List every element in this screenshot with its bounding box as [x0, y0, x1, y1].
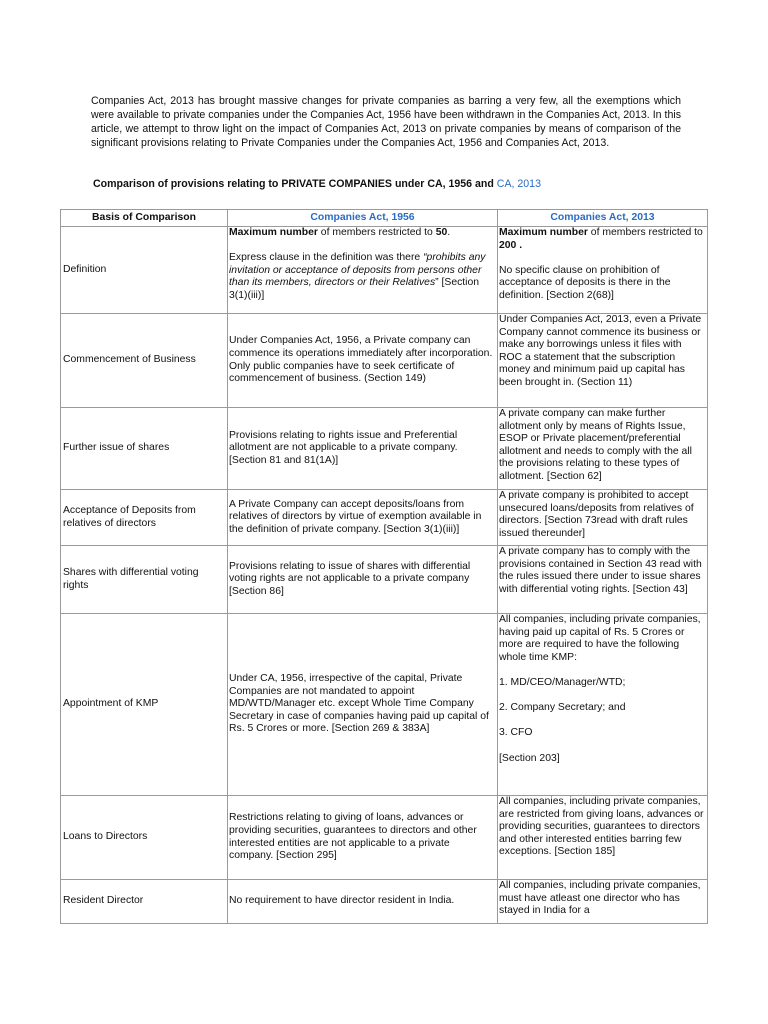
- bold-text: Maximum number: [229, 227, 318, 238]
- row-ca-1956: Provisions relating to rights issue and Preferential allotment are not applicable to a private company. [Section 81 and 81(1A)]: [228, 408, 498, 490]
- table-header-row: [61, 210, 708, 227]
- table-row: [61, 408, 708, 490]
- row-ca-2013: [498, 227, 708, 314]
- text: of members restricted to: [317, 227, 436, 238]
- text: ” [Section 3(1)(iii)]: [229, 277, 480, 301]
- row-ca-1956: Restrictions relating to giving of loans, advances or providing securities, guarantees to directors and other interested entities are not applicable to a private company. [Section 295]: [228, 796, 498, 880]
- row-ca-2013: All companies, including private companies, are restricted from giving loans, advances or providing securities, guarantees to directors and other interested entities barring few exceptions. [Section 185]: [498, 796, 708, 880]
- row-ca-2013: All companies, including private companies, must have atleast one director who has stayed in India for a: [498, 880, 708, 924]
- section-ref: [Section 203]: [499, 752, 560, 764]
- text: of members restricted to: [587, 227, 703, 238]
- row-ca-1956: [228, 227, 498, 314]
- text: Express clause in the definition was there: [229, 252, 424, 264]
- table-row: [61, 227, 708, 314]
- ca-2013-link[interactable]: CA, 2013: [496, 178, 541, 190]
- comparison-heading: [93, 178, 733, 190]
- comparison-table: [60, 209, 708, 924]
- row-basis: Commencement of Business: [61, 314, 228, 408]
- row-basis: Shares with differential voting rights: [61, 546, 228, 614]
- row-basis: Resident Director: [61, 880, 228, 924]
- list-item: 2. Company Secretary; and: [499, 702, 626, 714]
- text: All companies, including private companies, having paid up capital of Rs. 5 Crores or more are required to have the following whole time KMP:: [499, 614, 701, 663]
- text: .: [447, 227, 451, 238]
- row-basis: Loans to Directors: [61, 796, 228, 880]
- row-basis: Acceptance of Deposits from relatives of directors: [61, 490, 228, 546]
- table-row: [61, 490, 708, 546]
- table-row: [61, 880, 708, 924]
- row-ca-2013: [498, 614, 708, 796]
- bold-text: Maximum number: [499, 227, 588, 238]
- row-basis: Appointment of KMP: [61, 614, 228, 796]
- table-row: [61, 614, 708, 796]
- row-ca-1956: Provisions relating to issue of shares with differential voting rights are not applicable to a private company [Section 86]: [228, 546, 498, 614]
- italic-text: “prohibits any invitation or acceptance of deposits from persons other than its members, directors or their Relatives: [229, 252, 486, 289]
- table-row: [61, 546, 708, 614]
- row-ca-2013: A private company is prohibited to accept unsecured loans/deposits from relatives of directors. [Section 73read with draft rules issued thereunder]: [498, 490, 708, 546]
- row-ca-1956: Under Companies Act, 1956, a Private company can commence its operations immediately after incorporation. Only public companies have to seek certificate of commencement of business. (Section 149): [228, 314, 498, 408]
- header-ca-2013: Companies Act, 2013: [498, 210, 708, 227]
- row-ca-2013: A private company has to comply with the provisions contained in Section 43 read with the rules issued there under to issue shares with differential voting rights. [Section 43]: [498, 546, 708, 614]
- text: No specific clause on prohibition of acceptance of deposits is there in the definition. [Section 2(68)]: [499, 264, 671, 301]
- row-ca-2013: A private company can make further allotment only by means of Rights Issue, ESOP or Private placement/preferential allotment and needs to comply with the all the provisions relating to these types of allotment. [Section 62]: [498, 408, 708, 490]
- row-basis: Definition: [61, 227, 228, 314]
- table-row: [61, 796, 708, 880]
- header-basis: Basis of Comparison: [61, 210, 228, 227]
- bold-number: 50: [435, 227, 448, 238]
- bold-number: 200 .: [499, 239, 523, 251]
- list-item: 1. MD/CEO/Manager/WTD;: [499, 676, 626, 688]
- intro-paragraph: Companies Act, 2013 has brought massive changes for private companies as barring a very few, all the exemptions which were available to private companies under the Companies Act, 1956 have been withdrawn in the Companies Act, 2013. In this article, we attempt to throw light on the impact of Companies Act, 2013 on private companies by means of comparison of the significant provisions relating to Private Companies under the Companies Act, 1956 and Companies Act, 2013.: [91, 95, 681, 149]
- comparison-heading-text: Comparison of provisions relating to PRIVATE COMPANIES under CA, 1956 and: [93, 178, 497, 190]
- table-row: [61, 314, 708, 408]
- row-ca-1956: Under CA, 1956, irrespective of the capital, Private Companies are not mandated to appoint MD/WTD/Manager etc. except Whole Time Company Secretary in case of companies having paid up capital of Rs. 5 Crores or more. [Section 269 & 383A]: [228, 614, 498, 796]
- row-basis: Further issue of shares: [61, 408, 228, 490]
- header-ca-1956: Companies Act, 1956: [228, 210, 498, 227]
- row-ca-1956: A Private Company can accept deposits/loans from relatives of directors by virtue of exemption available in the definition of private company. [Section 3(1)(iii)]: [228, 490, 498, 546]
- list-item: 3. CFO: [499, 727, 533, 739]
- row-ca-2013: Under Companies Act, 2013, even a Private Company cannot commence its business or make any borrowings unless it files with ROC a statement that the subscription money and minimum paid up capital has been brought in. (Section 11): [498, 314, 708, 408]
- row-ca-1956: No requirement to have director resident in India.: [228, 880, 498, 924]
